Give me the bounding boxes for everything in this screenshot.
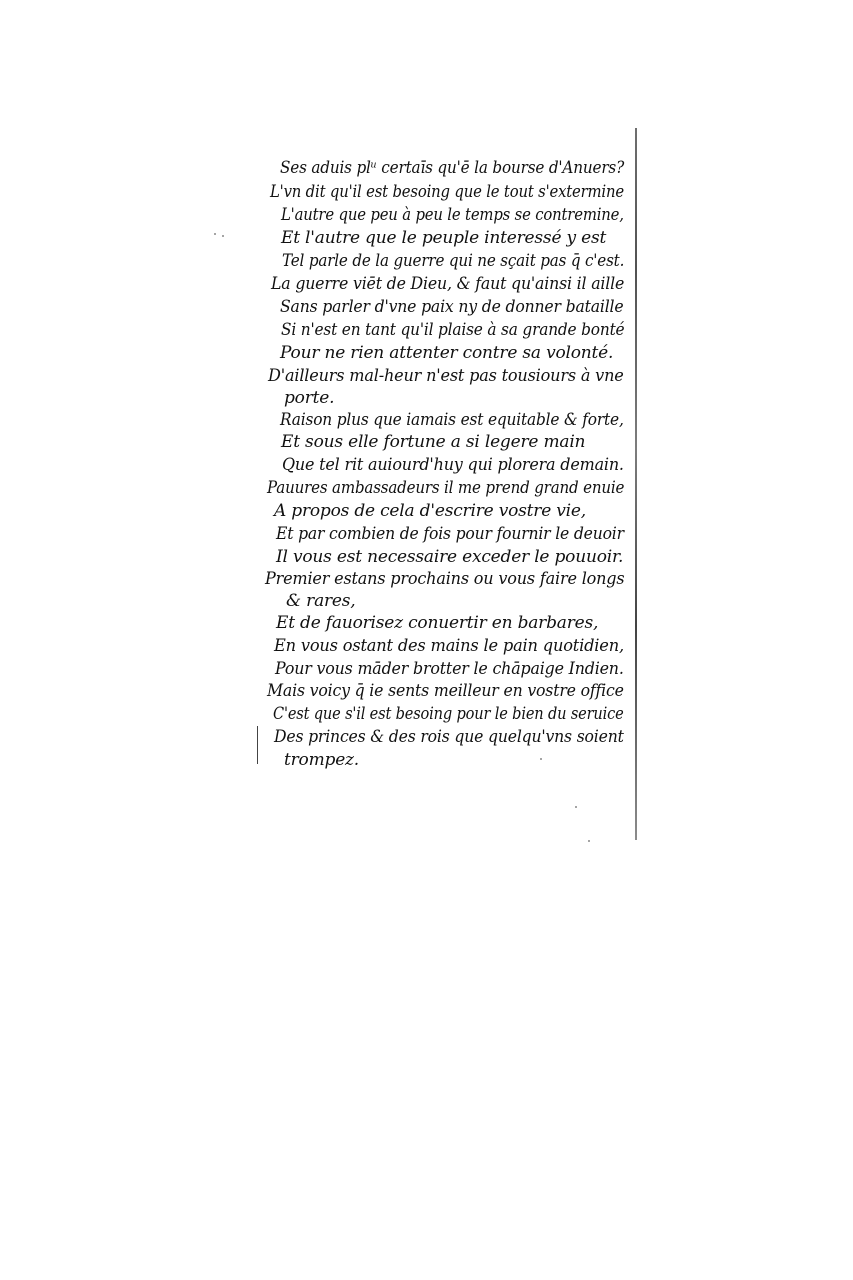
ink-speck bbox=[588, 840, 590, 842]
verse-line: Que tel rit auiourd'huy qui plorera demain. bbox=[282, 455, 624, 475]
verse-line: Mais voicy q̄ ie sents meilleur en vostre office bbox=[267, 681, 624, 701]
verse-line: Pour vous māder brotter le chāpaige Indien. bbox=[275, 659, 624, 679]
verse-line: Tel parle de la guerre qui ne sçait pas q̄ c'est. bbox=[282, 251, 625, 271]
verse-line: porte. bbox=[284, 388, 335, 408]
ink-speck bbox=[222, 235, 224, 237]
verse-line: En vous ostant des mains le pain quotidien, bbox=[274, 636, 624, 656]
verse-line: & rares, bbox=[286, 591, 356, 611]
page-gutter-edge bbox=[635, 128, 637, 840]
verse-line: trompez. bbox=[284, 750, 360, 770]
verse-line: Pauures ambassadeurs il me prend grand enuie bbox=[267, 478, 625, 498]
verse-line: Des princes & des rois que quelqu'vns soient bbox=[274, 727, 624, 747]
verse-line: Pour ne rien attenter contre sa volonté. bbox=[280, 343, 614, 363]
verse-line: A propos de cela d'escrire vostre vie, bbox=[274, 501, 586, 521]
ink-speck bbox=[575, 806, 577, 808]
verse-line: Sans parler d'vne paix ny de donner bataille bbox=[280, 297, 624, 317]
verse-line: Premier estans prochains ou vous faire longs bbox=[265, 569, 625, 589]
verse-line: Raison plus que iamais est equitable & forte, bbox=[280, 410, 624, 430]
verse-line: D'ailleurs mal-heur n'est pas tousiours à vne bbox=[268, 366, 624, 386]
verse-line: L'autre que peu à peu le temps se contremine, bbox=[281, 205, 624, 225]
ink-speck bbox=[214, 233, 216, 235]
verse-line: Et sous elle fortune a si legere main bbox=[281, 432, 586, 452]
verse-line: Ses aduis plᵘ certaīs qu'ē la bourse d'Anuers? bbox=[280, 158, 625, 178]
verse-line: Il vous est necessaire exceder le pouuoir. bbox=[276, 547, 624, 567]
verse-line: Et par combien de fois pour fournir le deuoir bbox=[276, 524, 624, 544]
verse-line: Et de fauorisez conuertir en barbares, bbox=[276, 613, 599, 633]
margin-mark bbox=[257, 726, 258, 764]
verse-line: Si n'est en tant qu'il plaise à sa grande bonté bbox=[281, 320, 625, 340]
verse-line: C'est que s'il est besoing pour le bien du seruice bbox=[273, 704, 624, 724]
verse-line: Et l'autre que le peuple interessé y est bbox=[281, 228, 607, 248]
ink-speck bbox=[540, 758, 542, 760]
verse-line: L'vn dit qu'il est besoing que le tout s'extermine bbox=[270, 182, 624, 202]
verse-line: La guerre viēt de Dieu, & faut qu'ainsi il aille bbox=[271, 274, 625, 294]
